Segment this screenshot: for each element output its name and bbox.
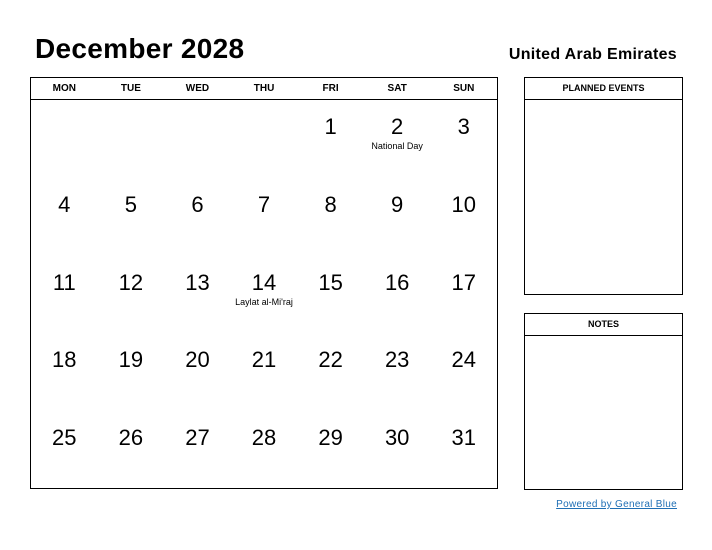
weekday-mon: MON bbox=[52, 83, 76, 94]
day-number: 19 bbox=[118, 347, 144, 373]
day-number: 25 bbox=[52, 425, 77, 451]
day-number: 11 bbox=[52, 269, 76, 295]
powered-by-link[interactable]: Powered by General Blue bbox=[556, 499, 677, 510]
day-cell bbox=[98, 333, 165, 411]
country-name: United Arab Emirates bbox=[508, 46, 677, 63]
day-cell bbox=[364, 411, 431, 489]
day-cell bbox=[231, 333, 298, 411]
day-cell bbox=[164, 411, 231, 489]
day-cell bbox=[164, 178, 231, 256]
week-row bbox=[31, 411, 497, 489]
day-number: 5 bbox=[124, 191, 137, 217]
calendar-grid bbox=[30, 77, 498, 489]
day-cell bbox=[364, 100, 431, 178]
weekday-sun: SUN bbox=[453, 83, 475, 94]
day-number: 6 bbox=[191, 191, 204, 217]
day-number: 7 bbox=[257, 191, 271, 217]
day-number: 30 bbox=[384, 425, 410, 451]
day-cell bbox=[430, 178, 497, 256]
weekday-thu: THU bbox=[253, 83, 275, 94]
day-cell bbox=[430, 100, 497, 178]
weekday-wed: WED bbox=[185, 83, 210, 94]
day-cell bbox=[31, 333, 98, 411]
notes-title: NOTES bbox=[525, 314, 682, 336]
day-number: 4 bbox=[58, 191, 71, 217]
day-cell bbox=[430, 256, 497, 334]
day-number: 18 bbox=[52, 347, 77, 373]
notes-panel bbox=[524, 313, 683, 490]
day-cell bbox=[98, 178, 165, 256]
day-cell bbox=[364, 178, 431, 256]
day-number: 23 bbox=[384, 347, 410, 373]
day-number: 9 bbox=[391, 191, 404, 217]
day-number: 3 bbox=[457, 114, 470, 139]
day-number: 26 bbox=[118, 425, 144, 451]
day-cell bbox=[164, 333, 231, 411]
day-cell bbox=[297, 256, 364, 334]
day-cell bbox=[430, 333, 497, 411]
day-cell bbox=[98, 256, 165, 334]
day-number: 12 bbox=[118, 269, 144, 295]
day-number: 22 bbox=[318, 347, 343, 373]
day-cell bbox=[98, 100, 165, 178]
day-number: 20 bbox=[185, 347, 210, 373]
calendar-weeks bbox=[31, 100, 497, 489]
weekday-fri: FRI bbox=[322, 83, 339, 94]
week-row bbox=[31, 256, 497, 334]
day-number: 29 bbox=[318, 425, 343, 451]
weekday-header bbox=[31, 78, 497, 100]
day-cell bbox=[297, 333, 364, 411]
planned-events-title: PLANNED EVENTS bbox=[525, 78, 682, 100]
day-number: 21 bbox=[251, 347, 277, 373]
day-cell bbox=[364, 333, 431, 411]
day-number: 2 bbox=[391, 114, 404, 139]
planned-events-panel bbox=[524, 77, 683, 295]
day-cell bbox=[164, 100, 231, 178]
week-row bbox=[31, 100, 497, 178]
month-title: December 2028 bbox=[35, 33, 245, 64]
day-number: 16 bbox=[384, 269, 410, 295]
week-row bbox=[31, 333, 497, 411]
day-cell bbox=[164, 256, 231, 334]
day-cell bbox=[31, 256, 98, 334]
day-cell bbox=[31, 100, 98, 178]
day-number: 10 bbox=[451, 191, 476, 217]
day-cell bbox=[364, 256, 431, 334]
weekday-sat: SAT bbox=[387, 83, 407, 94]
day-number: 28 bbox=[251, 425, 277, 451]
day-cell bbox=[297, 100, 364, 178]
day-cell bbox=[297, 178, 364, 256]
day-cell bbox=[31, 178, 98, 256]
day-number: 31 bbox=[451, 425, 476, 451]
day-cell bbox=[31, 411, 98, 489]
day-cell bbox=[231, 100, 298, 178]
week-row bbox=[31, 178, 497, 256]
day-number: 17 bbox=[451, 269, 476, 295]
day-cell bbox=[98, 411, 165, 489]
holiday-label: National Day bbox=[371, 141, 423, 151]
day-number: 1 bbox=[324, 114, 337, 139]
day-number: 8 bbox=[324, 191, 337, 217]
day-cell bbox=[231, 256, 298, 334]
day-number: 24 bbox=[451, 347, 476, 373]
day-number: 13 bbox=[185, 269, 210, 295]
day-cell bbox=[430, 411, 497, 489]
holiday-label: Laylat al-Mi'raj bbox=[235, 296, 293, 307]
day-number: 27 bbox=[185, 425, 210, 451]
day-cell bbox=[231, 178, 298, 256]
day-cell bbox=[231, 411, 298, 489]
day-number: 14 bbox=[251, 269, 277, 295]
day-cell bbox=[297, 411, 364, 489]
weekday-tue: TUE bbox=[120, 83, 141, 94]
day-number: 15 bbox=[318, 269, 343, 295]
